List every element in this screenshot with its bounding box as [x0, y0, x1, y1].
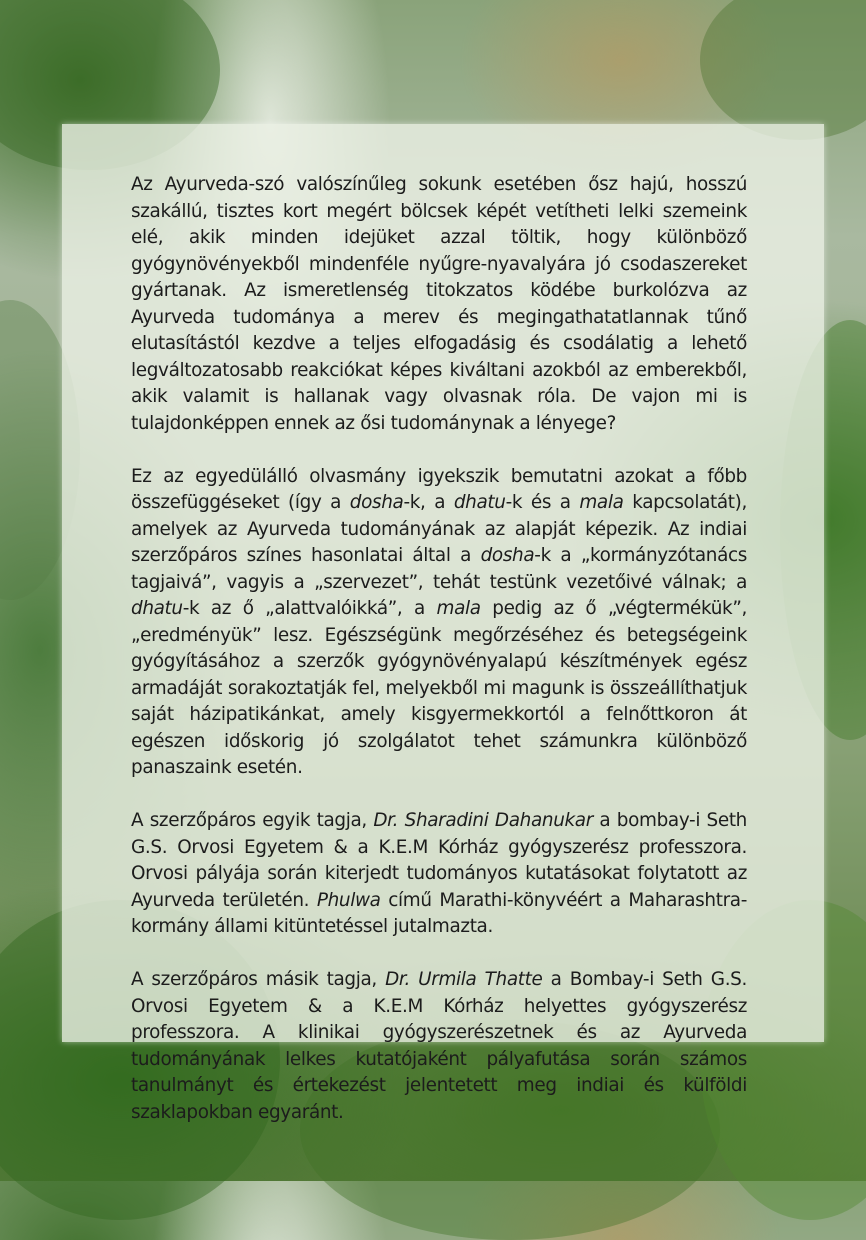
text-run: A szerzőpáros egyik tagja,: [131, 810, 374, 831]
text-run: a bombay-i Seth G.S. Orvosi Egyetem & a K.E.M Kórház gyógyszerész professzora. Orvosi pályája során kiterjedt tudományos kutatásokat folytatott az Ayurveda területén.: [131, 810, 747, 911]
text-run: a Bombay-i Seth G.S. Orvosi Egyetem & a K.E.M Kórház helyettes gyógyszerész professzora. A klinikai gyógyszerészetnek és az Ayurveda tudományának lelkes kutatójaként pályafutása során számos tanulmányt és értekezést jelentetett meg indiai és külföldi szaklapokban egyaránt.: [131, 969, 748, 1123]
italic-term: Dr. Sharadini Dahanukar: [373, 810, 593, 831]
text-run: Ez az egyedülálló olvasmány igyekszik bemutatni azokat a főbb összefüggéseket (így a: [131, 465, 747, 513]
text-run: -k, a: [403, 492, 454, 513]
text-run: -k és a: [505, 492, 580, 513]
italic-term: mala: [436, 598, 481, 619]
italic-term: dosha: [480, 545, 535, 566]
paragraph: [131, 808, 747, 941]
text-run: -k az ő „alattvalóikká”, a: [182, 598, 437, 619]
paragraph: [131, 172, 747, 437]
text-run: -k a „kormányzótanács tagjaivá”, vagyis a „szervezet”, tehát testünk vezetőivé válnak; a: [131, 545, 747, 593]
text-run: A szerzőpáros másik tagja,: [131, 969, 386, 990]
italic-term: Phulwa: [316, 889, 381, 911]
back-cover-text: [131, 172, 747, 1126]
background-foliage: [700, 0, 866, 140]
italic-term: Dr. Urmila Thatte: [385, 969, 543, 990]
paragraph: [131, 967, 747, 1126]
text-run: című Marathi-könyvéért a Maharashtra-kormány állami kitüntetéssel jutalmazta.: [131, 889, 747, 937]
italic-term: dhatu: [453, 492, 506, 513]
italic-term: dhatu: [131, 598, 183, 619]
text-run: kapcsolatát), amelyek az Ayurveda tudományának az alapját képezik. Az indiai szerzőpáros színes hasonlatai által a: [131, 492, 747, 566]
italic-term: dosha: [349, 492, 404, 513]
text-run: pedig az ő „végtermékük”, „eredményük” lesz. Egészségünk megőrzéséhez és betegségeink gyógyításához a szerzők gyógynövényalapú készítmények egész armadáját sorakoztatják fel, melyekből mi magunk is összeállíthatjuk saját házipatikánkat, amely kisgyermekkortól a felnőttkoron át egészen időskorig jó szolgálatot tehet számunkra különböző panaszaink esetén.: [131, 598, 747, 778]
italic-term: mala: [579, 492, 624, 513]
text-run: Az Ayurveda-szó valószínűleg sokunk esetében ősz hajú, hosszú szakállú, tisztes kort megért bölcsek képét vetítheti lelki szemeink elé, akik minden idejüket azzal töltik, hogy különböző gyógynövényekből mindenféle nyűgre-nyavalyára jó csodaszereket gyártanak. Az ismeretlenség titokzatos ködébe burkolózva az Ayurveda tudománya a merev és megingathatatlannak tűnő elutasítástól kezdve a teljes elfogadásig és csodálatig a lehető legváltozatosabb reakciókat képes kiváltani azokból az emberekből, akik valamit is hallanak vagy olvasnak róla. De vajon mi is tulajdonképpen ennek az ősi tudománynak a lényege?: [131, 174, 747, 434]
paragraph: [131, 464, 747, 782]
